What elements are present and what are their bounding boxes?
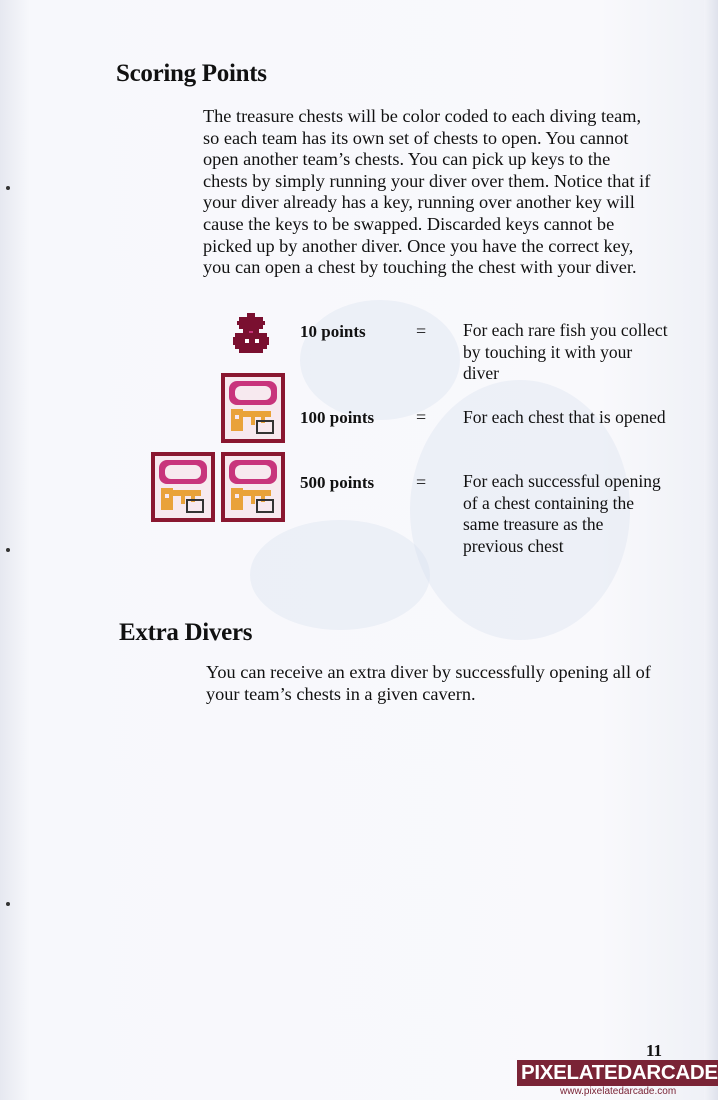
margin-mark bbox=[6, 902, 10, 906]
bleed-through-art bbox=[250, 520, 430, 630]
margin-mark bbox=[6, 548, 10, 552]
page-number: 11 bbox=[646, 1041, 663, 1060]
chest-icon bbox=[221, 452, 285, 522]
chest-icon bbox=[221, 373, 285, 443]
extra-divers-paragraph: You can receive an extra diver by successfully opening all of your team’s chests in a given cavern. bbox=[206, 662, 651, 704]
equals-sign: = bbox=[416, 472, 427, 492]
watermark-logo: PIXELATEDARCADE bbox=[517, 1060, 718, 1086]
points-value: 10 points bbox=[300, 322, 366, 341]
points-description: For each chest that is opened bbox=[463, 407, 666, 427]
section-heading-extra-divers: Extra Divers bbox=[119, 619, 253, 646]
equals-sign: = bbox=[416, 321, 427, 341]
equals-sign: = bbox=[416, 407, 427, 427]
margin-mark bbox=[6, 186, 10, 190]
points-value: 100 points bbox=[300, 408, 375, 427]
points-description: For each rare fish you collect by touching it with your diver bbox=[463, 320, 668, 383]
bleed-through-art bbox=[300, 300, 460, 420]
watermark-url: www.pixelatedarcade.com bbox=[560, 1086, 677, 1097]
chest-icon bbox=[151, 452, 215, 522]
section-heading-scoring: Scoring Points bbox=[116, 60, 267, 87]
page-edge bbox=[704, 0, 718, 1100]
rare-fish-icon bbox=[229, 313, 273, 357]
points-value: 500 points bbox=[300, 473, 375, 492]
points-description: For each successful opening of a chest containing the same treasure as the previous chest bbox=[463, 471, 661, 556]
scoring-paragraph: The treasure chests will be color coded to each diving team, so each team has its own set of chests to open. You cannot open another team’s chests. You can pick up keys to the chests by simply running your diver over them. Notice that if your diver already has a key, running over another key will cause the keys to be swapped. Discarded keys cannot be picked up by another diver. Once you have the correct key, you can open a chest by touching the chest with your diver. bbox=[203, 106, 651, 278]
